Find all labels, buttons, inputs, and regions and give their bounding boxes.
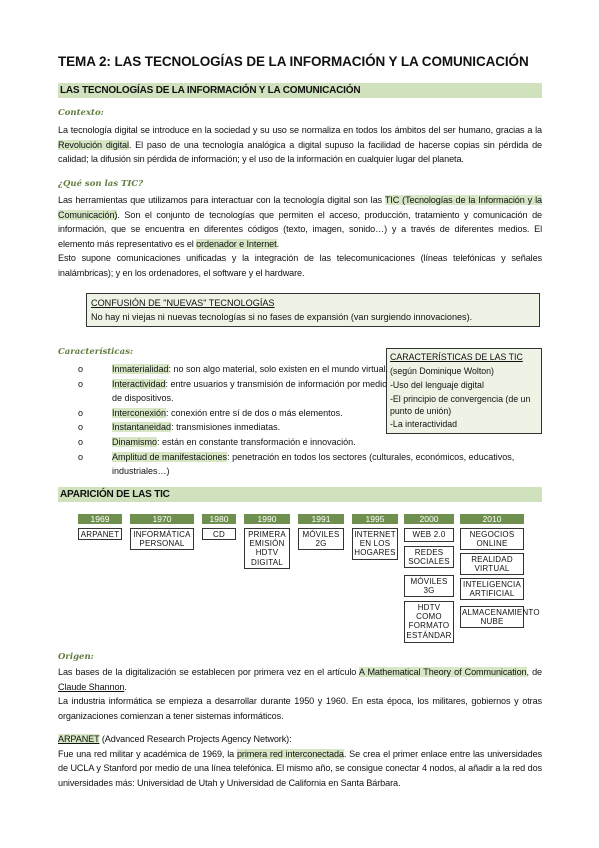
- list-item: o Amplitud de manifestaciones: penetración en todos los sectores (culturales, económicos, educativos, industriales…): [78, 450, 518, 479]
- timeline-year: 1990: [244, 514, 290, 524]
- section-heading-tic: LAS TECNOLOGÍAS DE LA INFORMACIÓN Y LA COMUNICACIÓN: [58, 83, 542, 98]
- caracteristicas-heading: Características:: [58, 347, 134, 357]
- timeline-year: 1970: [130, 514, 194, 524]
- timeline-item: ARPANET: [78, 528, 122, 540]
- contexto-paragraph: La tecnología digital se introduce en la sociedad y su uso se normaliza en todos los ámbitos del ser humano, gracias a la Revolución digital. El paso de una tecnología analógica a digital supuso la facilidad de hacerse copias sin pérdida de calidad; la difusión sin pérdida de información; y el uso de la información en cualquier lugar del planeta.: [58, 125, 542, 165]
- bullet-icon: o: [78, 436, 84, 447]
- timeline-item: INTERNET EN LOS HOGARES: [352, 528, 398, 560]
- confusion-box: [86, 293, 540, 327]
- wolton-line: -El principio de convergencia (de un punto de unión): [390, 393, 531, 416]
- wolton-line: -La interactividad: [390, 418, 457, 429]
- timeline-year: 2000: [404, 514, 454, 524]
- timeline-year: 1991: [298, 514, 344, 524]
- timeline-item: REALIDAD VIRTUAL: [460, 553, 524, 575]
- timeline-item: HDTV COMO FORMATO ESTÁNDAR: [404, 601, 454, 643]
- arpanet-paragraph: ARPANET (Advanced Research Projects Agency Network): Fue una red militar y académica de 1969, la primera red interconectada. Se crea el primer enlace entre las universidades de UCLA y Stanford por medio de una línea telefónica. El mismo año, se consigue conectar 4 nodos, al añadir a la red dos universidades más: Universidad de Utah y Universidad de California en Santa Bárbara.: [58, 734, 543, 788]
- timeline-year: 1995: [352, 514, 398, 524]
- que-son-heading: ¿Qué son las TIC?: [58, 179, 144, 189]
- bullet-icon: o: [78, 451, 84, 462]
- timeline-item: MÓVILES 2G: [298, 528, 344, 550]
- timeline-item: PRIMERA EMISIÓN HDTV DIGITAL: [244, 528, 290, 569]
- timeline-item: WEB 2.0: [404, 528, 454, 542]
- wolton-line: -Uso del lenguaje digital: [390, 380, 484, 391]
- timeline-year: 2010: [460, 514, 524, 524]
- section-heading-aparicion: APARICIÓN DE LAS TIC: [58, 487, 542, 502]
- timeline-item: MÓVILES 3G: [404, 575, 454, 597]
- bullet-icon: o: [78, 407, 84, 418]
- origen-paragraph: Las bases de la digitalización se establecen por primera vez en el artículo A Mathematical Theory of Communication, de Claude Shannon. La industria informática se empieza a desarrollar durante 1950 y 1960. En esta época, los militares, gobiernos y otras organizaciones comienzan a tener sistemas informáticos.: [58, 667, 542, 721]
- timeline-item: CD: [202, 528, 236, 540]
- timeline-item: NEGOCIOS ONLINE: [460, 528, 524, 550]
- timeline-item: INFORMÁTICA PERSONAL: [130, 528, 194, 550]
- wolton-title: CARACTERÍSTICAS DE LAS TIC: [390, 352, 523, 362]
- confusion-text: No hay ni viejas ni nuevas tecnologías si no fases de expansión (van surgiendo innovaciones).: [91, 312, 473, 322]
- timeline-item: REDES SOCIALES: [404, 546, 454, 568]
- timeline-year: 1969: [78, 514, 122, 524]
- timeline-year: 1980: [202, 514, 236, 524]
- caracteristicas-list: [78, 362, 518, 479]
- bullet-icon: o: [78, 378, 84, 389]
- origen-heading: Origen:: [58, 652, 94, 662]
- bullet-icon: o: [78, 422, 84, 433]
- page-title: TEMA 2: LAS TECNOLOGÍAS DE LA INFORMACIÓN Y LA COMUNICACIÓN: [58, 54, 529, 69]
- list-item: o Interactividad: entre usuarios y transmisión de información por medio de dispositivos.: [78, 377, 388, 406]
- timeline-item: ALMACENAMIENTO NUBE: [462, 608, 540, 627]
- bullet-icon: o: [78, 364, 84, 374]
- que-son-paragraph: Las herramientas que utilizamos para interactuar con la tecnología digital son las TIC (Tecnologías de la Información y la Comunicación). Son el conjunto de tecnologías que permiten el acceso, producción, tratamiento y comunicación de información, que se encuentra en diferentes códigos (texto, imagen, sonido…) y a través de diferentes medios. El elemento más representativo es el ordenador e Internet. Esto supone comunicaciones unificadas y la integración de las telecomunicaciones (líneas telefónicas y señales inalámbricas); y en los ordenadores, el software y el hardware.: [58, 195, 542, 278]
- list-item: o Interconexión: conexión entre sí de dos o más elementos.: [78, 406, 518, 421]
- list-item: o Dinamismo: están en constante transformación e innovación.: [78, 435, 518, 450]
- list-item: o Instantaneidad: transmisiones inmediatas.: [78, 420, 518, 435]
- wolton-line: (según Dominique Wolton): [390, 366, 494, 377]
- list-item: o Inmaterialidad: no son algo material, solo existen en el mundo virtual.: [78, 362, 518, 377]
- contexto-heading: Contexto:: [58, 108, 104, 118]
- confusion-title: CONFUSIÓN DE "NUEVAS" TECNOLOGÍAS: [91, 298, 275, 308]
- timeline-item: INTELIGENCIA ARTIFICIAL: [460, 578, 524, 600]
